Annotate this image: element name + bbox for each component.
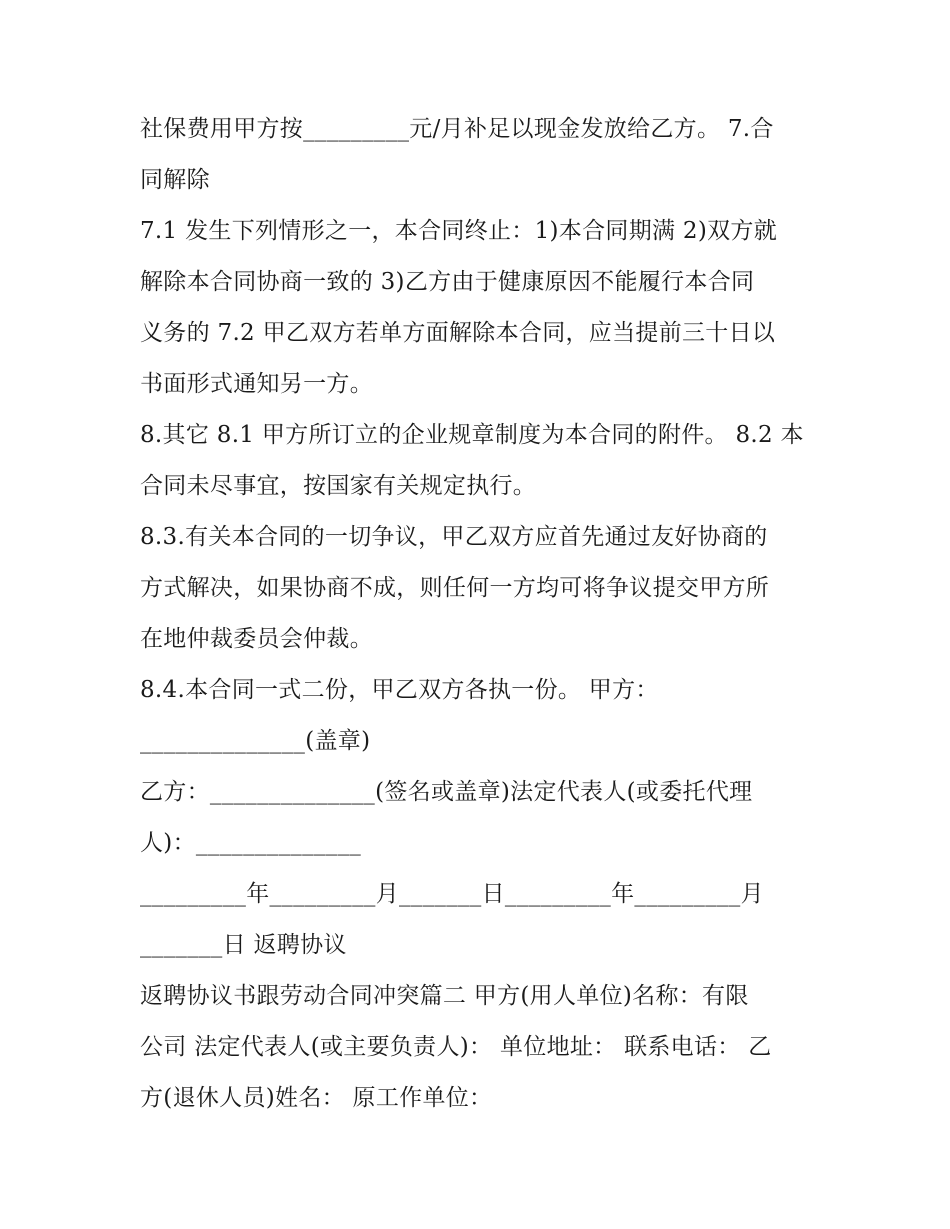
text-line: 返聘协议书跟劳动合同冲突篇二 甲方(用人单位)名称：有限 [140, 983, 749, 1009]
text-line: 解除本合同协商一致的 3)乙方由于健康原因不能履行本合同 [140, 269, 755, 295]
text-line: 方(退休人员)姓名： 原工作单位： [140, 1085, 493, 1111]
signature-blank-line: 人)：______________ [140, 830, 362, 856]
text-line: 8.3.有关本合同的一切争议，甲乙双方应首先通过友好协商的 [140, 524, 768, 550]
signature-blank-line: ______________(盖章) [140, 728, 371, 754]
text-line: 公司 法定代表人(或主要负责人)： 单位地址： 联系电话： 乙 [140, 1034, 772, 1060]
text-line: 社保费用甲方按_________元/月补足以现金发放给乙方。 7.合 [140, 116, 774, 142]
text-line: 8.其它 8.1 甲方所订立的企业规章制度为本合同的附件。 8.2 本 [140, 422, 804, 448]
date-blank-line: _________年_________月_______日_________年_________月 [140, 881, 764, 907]
text-line: 8.4.本合同一式二份，甲乙双方各执一份。 甲方： [140, 677, 659, 703]
text-line: 乙方：______________(签名或盖章)法定代表人(或委托代理 [140, 779, 753, 805]
document-body [140, 104, 820, 1124]
text-line: 义务的 7.2 甲乙双方若单方面解除本合同，应当提前三十日以 [140, 320, 776, 346]
text-line: 方式解决，如果协商不成，则任何一方均可将争议提交甲方所 [140, 575, 770, 601]
text-line: 合同未尽事宜，按国家有关规定执行。 [140, 473, 537, 499]
text-line: 书面形式通知另一方。 [140, 371, 373, 397]
text-line: 7.1 发生下列情形之一，本合同终止：1)本合同期满 2)双方就 [140, 218, 778, 244]
text-line: 同解除 [140, 167, 210, 193]
text-line: 在地仲裁委员会仲裁。 [140, 626, 373, 652]
date-blank-line: _______日 返聘协议 [140, 932, 347, 958]
